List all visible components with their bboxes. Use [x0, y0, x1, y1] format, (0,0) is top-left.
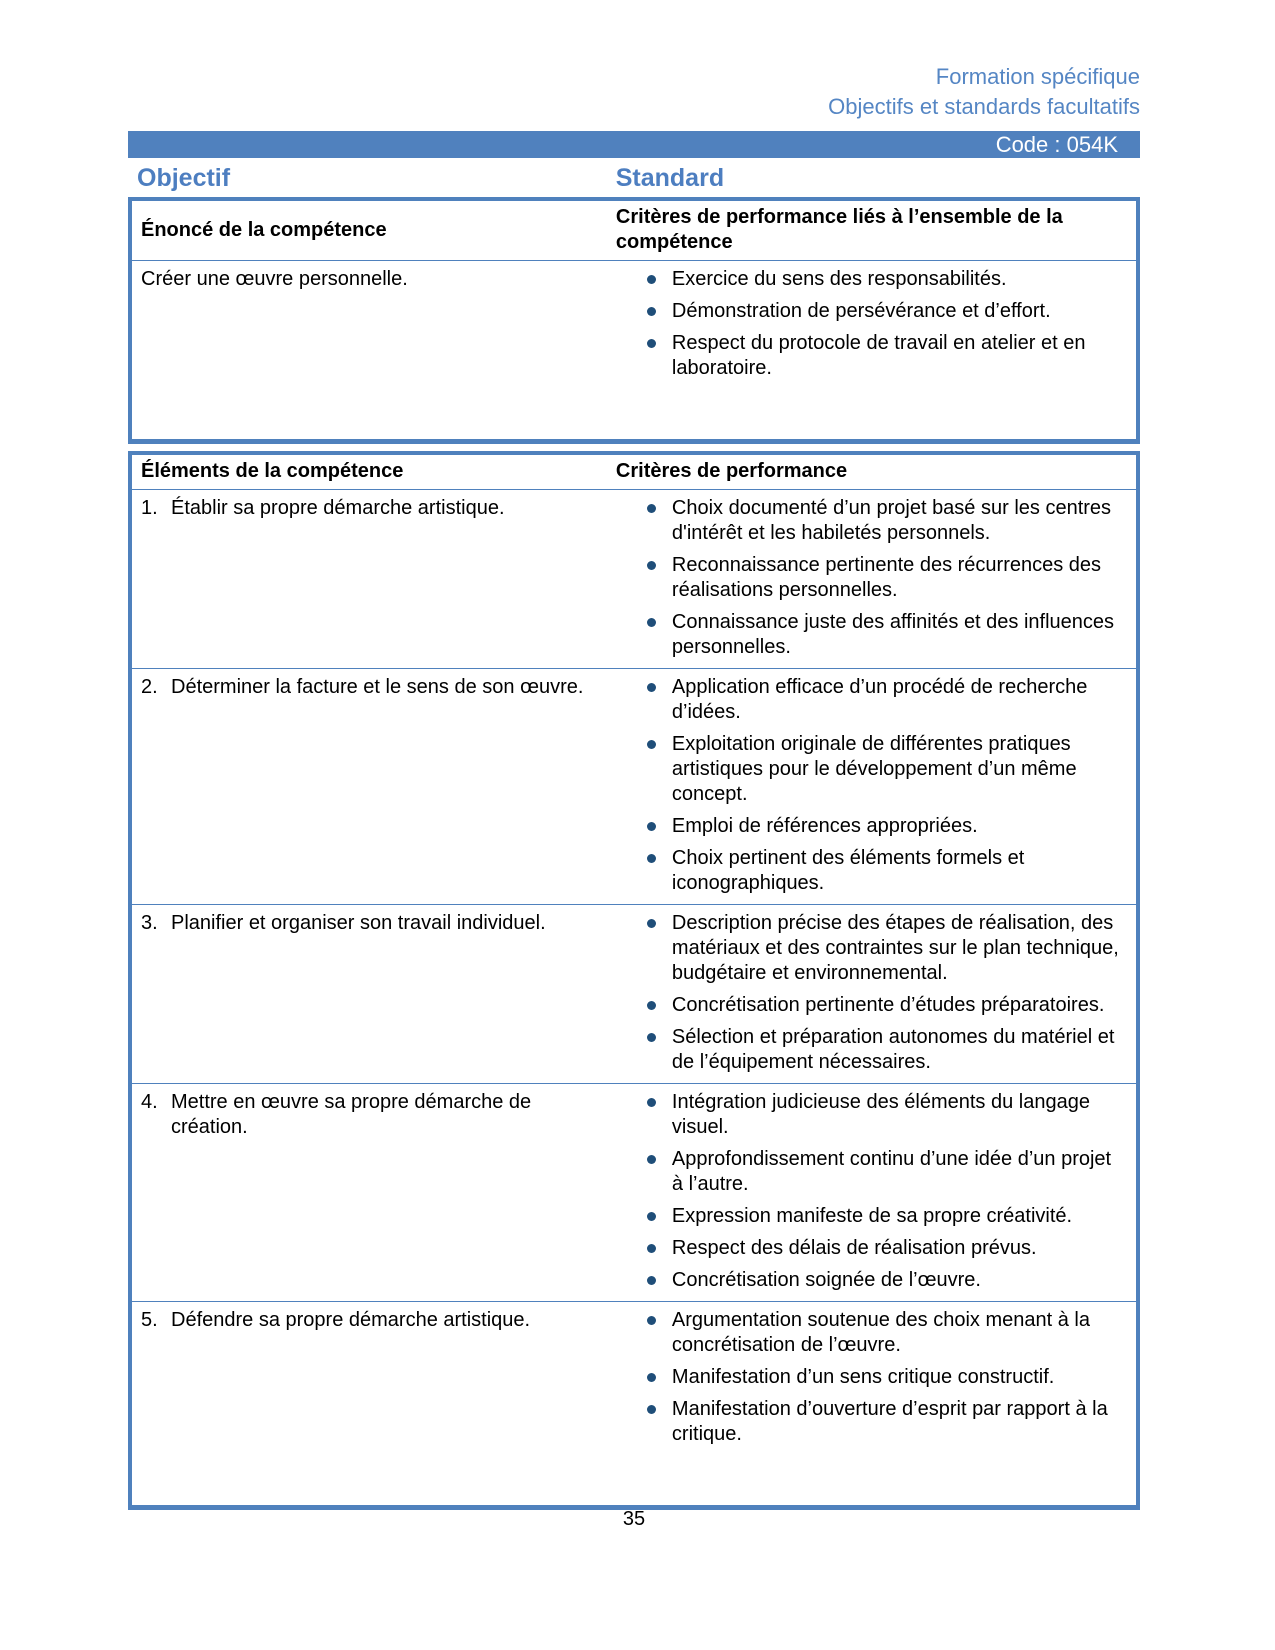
criteria-cell	[612, 1084, 1136, 1301]
table-row	[132, 490, 1136, 669]
header-line-2: Objectifs et standards facultatifs	[828, 94, 1140, 119]
element-statement: Mettre en œuvre sa propre démarche de création.	[171, 1091, 532, 1138]
criteria-list	[616, 911, 1126, 1075]
criteria-list	[616, 675, 1126, 896]
element-number: 1.	[141, 497, 158, 519]
element-item	[141, 496, 598, 521]
competency-table	[128, 197, 1140, 444]
criterion: Manifestation d’ouverture d’esprit par rapport à la critique.	[616, 1397, 1126, 1447]
element-item	[141, 675, 598, 700]
criterion: Concrétisation soignée de l’œuvre.	[616, 1268, 1126, 1293]
element-item	[141, 1308, 598, 1333]
element-statement: Établir sa propre démarche artistique.	[171, 497, 505, 519]
code-label: Code : 054K	[995, 132, 1118, 157]
criteria-cell	[612, 1302, 1136, 1505]
element-number: 4.	[141, 1091, 158, 1113]
page-number: 35	[622, 1508, 646, 1530]
table-row	[132, 261, 1136, 439]
criterion: Exercice du sens des responsabilités.	[616, 267, 1126, 292]
element-cell	[132, 669, 612, 904]
criterion: Concrétisation pertinente d’études préparatoires.	[616, 993, 1126, 1018]
criterion: Sélection et préparation autonomes du matériel et de l’équipement nécessaires.	[616, 1025, 1126, 1075]
criteria-list	[616, 1308, 1126, 1447]
element-cell	[132, 905, 612, 1083]
document-header	[128, 62, 1140, 122]
criterion: Respect du protocole de travail en atelier et en laboratoire.	[616, 331, 1126, 381]
criterion: Argumentation soutenue des choix menant à la concrétisation de l’œuvre.	[616, 1308, 1126, 1358]
elements-table	[128, 451, 1140, 1510]
criterion: Exploitation originale de différentes pratiques artistiques pour le développement d’un même concept.	[616, 732, 1126, 807]
criterion: Approfondissement continu d’une idée d’un projet à l’autre.	[616, 1147, 1126, 1197]
elements-table-header-row	[132, 455, 1136, 490]
element-cell	[132, 261, 612, 439]
criterion: Manifestation d’un sens critique constructif.	[616, 1365, 1126, 1390]
criterion: Respect des délais de réalisation prévus.	[616, 1236, 1126, 1261]
criterion: Reconnaissance pertinente des récurrences des réalisations personnelles.	[616, 553, 1126, 603]
elements-header-right: Critères de performance	[615, 460, 848, 482]
competency-header-right: Critères de performance liés à l’ensemble de la compétence	[615, 206, 1063, 253]
elements-header-left: Éléments de la compétence	[141, 460, 404, 482]
criterion: Expression manifeste de sa propre créativité.	[616, 1204, 1126, 1229]
table-row	[132, 1302, 1136, 1505]
table-row	[132, 669, 1136, 905]
element-number: 5.	[141, 1309, 158, 1331]
element-cell	[132, 1302, 612, 1505]
element-number: 2.	[141, 676, 158, 698]
element-number: 3.	[141, 912, 158, 934]
criteria-cell	[612, 490, 1136, 668]
criteria-cell	[612, 261, 1136, 439]
competency-table-body	[132, 261, 1136, 439]
criterion: Démonstration de persévérance et d’effort.	[616, 299, 1126, 324]
element-statement: Planifier et organiser son travail individuel.	[171, 912, 546, 934]
criterion: Choix pertinent des éléments formels et iconographiques.	[616, 846, 1126, 896]
criteria-cell	[612, 905, 1136, 1083]
objectif-heading: Objectif	[137, 164, 231, 192]
criteria-cell	[612, 669, 1136, 904]
element-item	[141, 267, 598, 292]
element-cell	[132, 1084, 612, 1301]
criterion: Intégration judicieuse des éléments du langage visuel.	[616, 1090, 1126, 1140]
page-content	[128, 0, 1140, 1510]
competency-table-header-row	[132, 201, 1136, 261]
element-cell	[132, 490, 612, 668]
criterion: Choix documenté d’un projet basé sur les centres d'intérêt et les habiletés personnels.	[616, 496, 1126, 546]
criteria-list	[616, 496, 1126, 660]
element-statement: Défendre sa propre démarche artistique.	[171, 1309, 531, 1331]
criteria-list	[616, 1090, 1126, 1293]
element-item	[141, 911, 598, 936]
criterion: Description précise des étapes de réalisation, des matériaux et des contraintes sur le plan technique, budgétaire et environnemental.	[616, 911, 1126, 986]
element-item	[141, 1090, 598, 1140]
element-statement: Créer une œuvre personnelle.	[141, 268, 408, 290]
table-row	[132, 905, 1136, 1084]
criterion: Application efficace d’un procédé de recherche d’idées.	[616, 675, 1126, 725]
criterion: Connaissance juste des affinités et des influences personnelles.	[616, 610, 1126, 660]
header-line-1: Formation spécifique	[935, 64, 1140, 89]
code-bar	[128, 131, 1140, 158]
standard-heading: Standard	[615, 164, 725, 192]
element-statement: Déterminer la facture et le sens de son œuvre.	[171, 676, 584, 698]
criterion: Emploi de références appropriées.	[616, 814, 1126, 839]
table-row	[132, 1084, 1136, 1302]
criteria-list	[616, 267, 1126, 381]
competency-header-left: Énoncé de la compétence	[141, 218, 387, 241]
elements-table-body	[132, 490, 1136, 1505]
column-headings	[128, 164, 1140, 193]
